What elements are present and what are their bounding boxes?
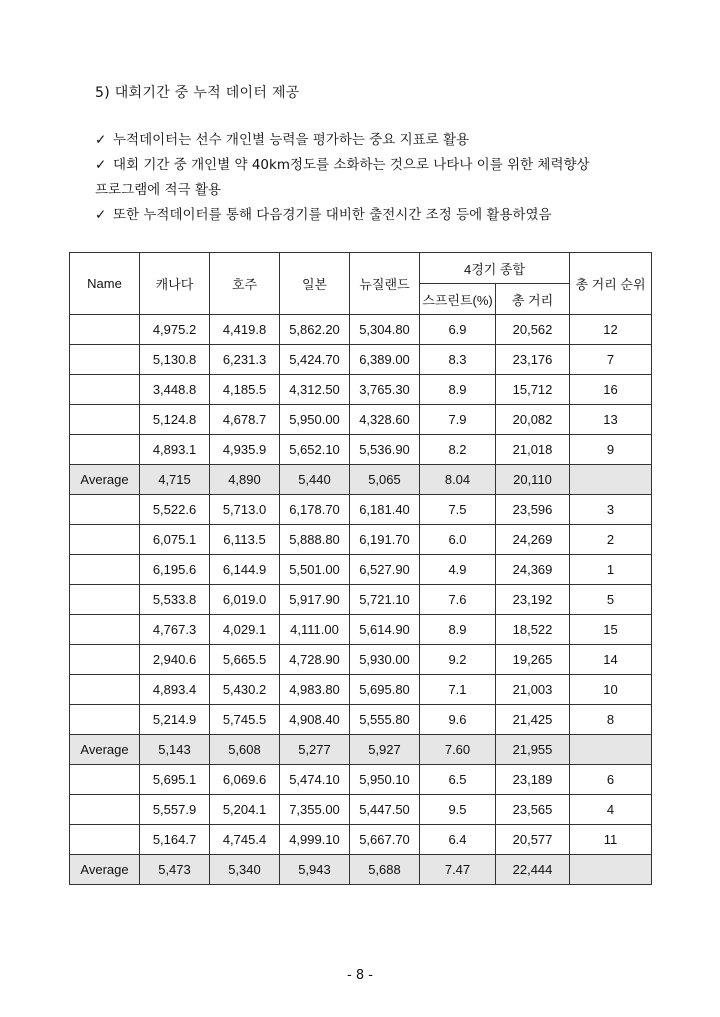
cell-canada: 5,143	[140, 735, 210, 765]
cell-rank: 10	[570, 675, 652, 705]
bullet-item	[95, 128, 590, 153]
cell-australia: 4,678.7	[210, 405, 280, 435]
cell-distance: 22,444	[496, 855, 570, 885]
table-row	[70, 825, 652, 855]
cell-japan: 5,943	[280, 855, 350, 885]
cell-sprint: 4.9	[420, 555, 496, 585]
table-row	[70, 345, 652, 375]
cell-distance: 23,596	[496, 495, 570, 525]
cell-nz: 5,614.90	[350, 615, 420, 645]
cell-name	[70, 585, 140, 615]
cell-nz: 5,065	[350, 465, 420, 495]
table-row	[70, 435, 652, 465]
cell-australia: 6,019.0	[210, 585, 280, 615]
cell-nz: 4,328.60	[350, 405, 420, 435]
col-header-name: Name	[70, 253, 140, 315]
cell-sprint: 8.2	[420, 435, 496, 465]
bullet-text: 대회 기간 중 개인별 약 40km정도를 소화하는 것으로 나타나 이를 위한 체력향상	[113, 157, 590, 173]
cell-nz: 5,304.80	[350, 315, 420, 345]
cell-canada: 5,130.8	[140, 345, 210, 375]
average-row	[70, 465, 652, 495]
cell-japan: 5,277	[280, 735, 350, 765]
cell-japan: 4,999.10	[280, 825, 350, 855]
cell-distance: 20,110	[496, 465, 570, 495]
cell-distance: 20,082	[496, 405, 570, 435]
cell-name: Average	[70, 465, 140, 495]
cell-distance: 21,003	[496, 675, 570, 705]
average-row	[70, 855, 652, 885]
cell-australia: 6,069.6	[210, 765, 280, 795]
cell-australia: 6,144.9	[210, 555, 280, 585]
bullet-continuation	[95, 178, 590, 203]
cell-name	[70, 375, 140, 405]
cell-rank: 5	[570, 585, 652, 615]
cell-distance: 20,562	[496, 315, 570, 345]
cell-distance: 15,712	[496, 375, 570, 405]
cell-rank: 11	[570, 825, 652, 855]
page-number: - 8 -	[347, 968, 373, 983]
cell-name	[70, 615, 140, 645]
cell-japan: 5,440	[280, 465, 350, 495]
cell-australia: 4,419.8	[210, 315, 280, 345]
cell-nz: 5,447.50	[350, 795, 420, 825]
cell-rank: 13	[570, 405, 652, 435]
cell-nz: 6,181.40	[350, 495, 420, 525]
cell-canada: 4,975.2	[140, 315, 210, 345]
table-row	[70, 645, 652, 675]
cell-sprint: 6.5	[420, 765, 496, 795]
cell-sprint: 6.4	[420, 825, 496, 855]
bullet-item	[95, 203, 590, 228]
cell-australia: 6,231.3	[210, 345, 280, 375]
cell-canada: 5,533.8	[140, 585, 210, 615]
cell-rank: 7	[570, 345, 652, 375]
cell-nz: 5,721.10	[350, 585, 420, 615]
col-header-japan: 일본	[280, 253, 350, 315]
cell-rank	[570, 735, 652, 765]
cell-sprint: 6.0	[420, 525, 496, 555]
cell-distance: 18,522	[496, 615, 570, 645]
cell-distance: 19,265	[496, 645, 570, 675]
table-row	[70, 765, 652, 795]
table-row	[70, 555, 652, 585]
cell-rank: 15	[570, 615, 652, 645]
cell-canada: 6,195.6	[140, 555, 210, 585]
table-row	[70, 675, 652, 705]
checkmark-icon: ✓	[95, 132, 107, 148]
cell-name	[70, 795, 140, 825]
cell-nz: 5,695.80	[350, 675, 420, 705]
cell-rank	[570, 465, 652, 495]
cell-australia: 6,113.5	[210, 525, 280, 555]
cell-distance: 23,176	[496, 345, 570, 375]
cell-sprint: 9.5	[420, 795, 496, 825]
col-header-canada: 캐나다	[140, 253, 210, 315]
cell-sprint: 6.9	[420, 315, 496, 345]
cell-canada: 5,473	[140, 855, 210, 885]
cell-sprint: 7.5	[420, 495, 496, 525]
cell-australia: 5,430.2	[210, 675, 280, 705]
cell-australia: 5,340	[210, 855, 280, 885]
cell-nz: 5,950.10	[350, 765, 420, 795]
table-row	[70, 585, 652, 615]
table-row	[70, 525, 652, 555]
cell-rank: 6	[570, 765, 652, 795]
cell-australia: 5,204.1	[210, 795, 280, 825]
cell-nz: 5,536.90	[350, 435, 420, 465]
cell-australia: 5,713.0	[210, 495, 280, 525]
cell-distance: 21,018	[496, 435, 570, 465]
cell-rank: 3	[570, 495, 652, 525]
cell-nz: 5,930.00	[350, 645, 420, 675]
cell-rank: 16	[570, 375, 652, 405]
cell-name	[70, 555, 140, 585]
table-row	[70, 795, 652, 825]
cell-canada: 4,893.1	[140, 435, 210, 465]
table-row	[70, 405, 652, 435]
average-row	[70, 735, 652, 765]
cell-japan: 6,178.70	[280, 495, 350, 525]
checkmark-icon: ✓	[95, 207, 107, 223]
cell-japan: 5,424.70	[280, 345, 350, 375]
cell-name	[70, 675, 140, 705]
cell-nz: 5,555.80	[350, 705, 420, 735]
cell-name	[70, 765, 140, 795]
cell-sprint: 7.6	[420, 585, 496, 615]
col-header-sprint: 스프린트(%)	[420, 284, 496, 315]
cell-distance: 24,269	[496, 525, 570, 555]
cell-canada: 5,557.9	[140, 795, 210, 825]
cell-canada: 5,164.7	[140, 825, 210, 855]
cell-canada: 4,893.4	[140, 675, 210, 705]
cell-sprint: 9.6	[420, 705, 496, 735]
cell-nz: 5,667.70	[350, 825, 420, 855]
checkmark-icon: ✓	[95, 157, 107, 173]
cell-sprint: 7.9	[420, 405, 496, 435]
cell-sprint: 8.9	[420, 615, 496, 645]
cell-name	[70, 315, 140, 345]
cell-rank: 9	[570, 435, 652, 465]
col-header-australia: 호주	[210, 253, 280, 315]
cell-distance: 20,577	[496, 825, 570, 855]
cell-name: Average	[70, 855, 140, 885]
cell-japan: 5,652.10	[280, 435, 350, 465]
bullet-list	[95, 128, 590, 228]
col-header-distance-rank: 총 거리 순위	[570, 253, 652, 315]
cell-japan: 7,355.00	[280, 795, 350, 825]
cell-japan: 5,888.80	[280, 525, 350, 555]
table-row	[70, 705, 652, 735]
cell-name	[70, 495, 140, 525]
cell-japan: 4,312.50	[280, 375, 350, 405]
bullet-text: 프로그램에 적극 활용	[95, 182, 221, 198]
cell-rank: 2	[570, 525, 652, 555]
cell-australia: 4,890	[210, 465, 280, 495]
cell-name: Average	[70, 735, 140, 765]
cell-canada: 4,767.3	[140, 615, 210, 645]
table-row	[70, 495, 652, 525]
cell-distance: 23,565	[496, 795, 570, 825]
table-body	[70, 315, 652, 885]
cell-canada: 5,124.8	[140, 405, 210, 435]
cell-name	[70, 525, 140, 555]
cell-name	[70, 705, 140, 735]
cell-canada: 2,940.6	[140, 645, 210, 675]
cell-name	[70, 435, 140, 465]
cell-australia: 4,185.5	[210, 375, 280, 405]
cell-rank: 4	[570, 795, 652, 825]
cell-sprint: 7.1	[420, 675, 496, 705]
table-row	[70, 615, 652, 645]
cell-name	[70, 345, 140, 375]
col-header-combined: 4경기 종합	[420, 253, 570, 284]
cell-japan: 5,950.00	[280, 405, 350, 435]
cell-australia: 4,745.4	[210, 825, 280, 855]
cell-japan: 5,917.90	[280, 585, 350, 615]
cell-japan: 5,862.20	[280, 315, 350, 345]
section-heading: 5) 대회기간 중 누적 데이터 제공	[95, 85, 300, 101]
cell-sprint: 8.3	[420, 345, 496, 375]
cell-australia: 4,935.9	[210, 435, 280, 465]
cell-japan: 4,111.00	[280, 615, 350, 645]
cell-nz: 5,688	[350, 855, 420, 885]
table-row	[70, 375, 652, 405]
cell-distance: 23,189	[496, 765, 570, 795]
cell-distance: 24,369	[496, 555, 570, 585]
cell-sprint: 7.47	[420, 855, 496, 885]
bullet-item	[95, 153, 590, 178]
col-header-new-zealand: 뉴질랜드	[350, 253, 420, 315]
bullet-text: 누적데이터는 선수 개인별 능력을 평가하는 중요 지표로 활용	[113, 132, 470, 148]
cell-canada: 6,075.1	[140, 525, 210, 555]
cell-australia: 5,665.5	[210, 645, 280, 675]
cell-name	[70, 645, 140, 675]
cell-rank: 12	[570, 315, 652, 345]
cell-canada: 5,695.1	[140, 765, 210, 795]
cell-sprint: 9.2	[420, 645, 496, 675]
cell-australia: 5,745.5	[210, 705, 280, 735]
bullet-text: 또한 누적데이터를 통해 다음경기를 대비한 출전시간 조정 등에 활용하였음	[113, 207, 552, 223]
cell-canada: 5,214.9	[140, 705, 210, 735]
cell-nz: 3,765.30	[350, 375, 420, 405]
cell-nz: 6,389.00	[350, 345, 420, 375]
table-row	[70, 315, 652, 345]
cell-canada: 5,522.6	[140, 495, 210, 525]
cell-distance: 21,955	[496, 735, 570, 765]
cell-nz: 5,927	[350, 735, 420, 765]
cell-japan: 4,908.40	[280, 705, 350, 735]
col-header-total-distance: 총 거리	[496, 284, 570, 315]
cell-canada: 4,715	[140, 465, 210, 495]
cell-sprint: 8.04	[420, 465, 496, 495]
cell-canada: 3,448.8	[140, 375, 210, 405]
cell-sprint: 8.9	[420, 375, 496, 405]
cell-rank: 1	[570, 555, 652, 585]
cell-rank: 8	[570, 705, 652, 735]
cell-name	[70, 405, 140, 435]
cell-distance: 21,425	[496, 705, 570, 735]
cumulative-data-table	[69, 252, 652, 885]
cell-nz: 6,191.70	[350, 525, 420, 555]
cell-name	[70, 825, 140, 855]
cell-japan: 4,983.80	[280, 675, 350, 705]
cell-distance: 23,192	[496, 585, 570, 615]
cell-nz: 6,527.90	[350, 555, 420, 585]
cell-rank	[570, 855, 652, 885]
cell-japan: 5,501.00	[280, 555, 350, 585]
cell-japan: 4,728.90	[280, 645, 350, 675]
cell-japan: 5,474.10	[280, 765, 350, 795]
cell-sprint: 7.60	[420, 735, 496, 765]
cell-australia: 4,029.1	[210, 615, 280, 645]
cell-rank: 14	[570, 645, 652, 675]
cell-australia: 5,608	[210, 735, 280, 765]
